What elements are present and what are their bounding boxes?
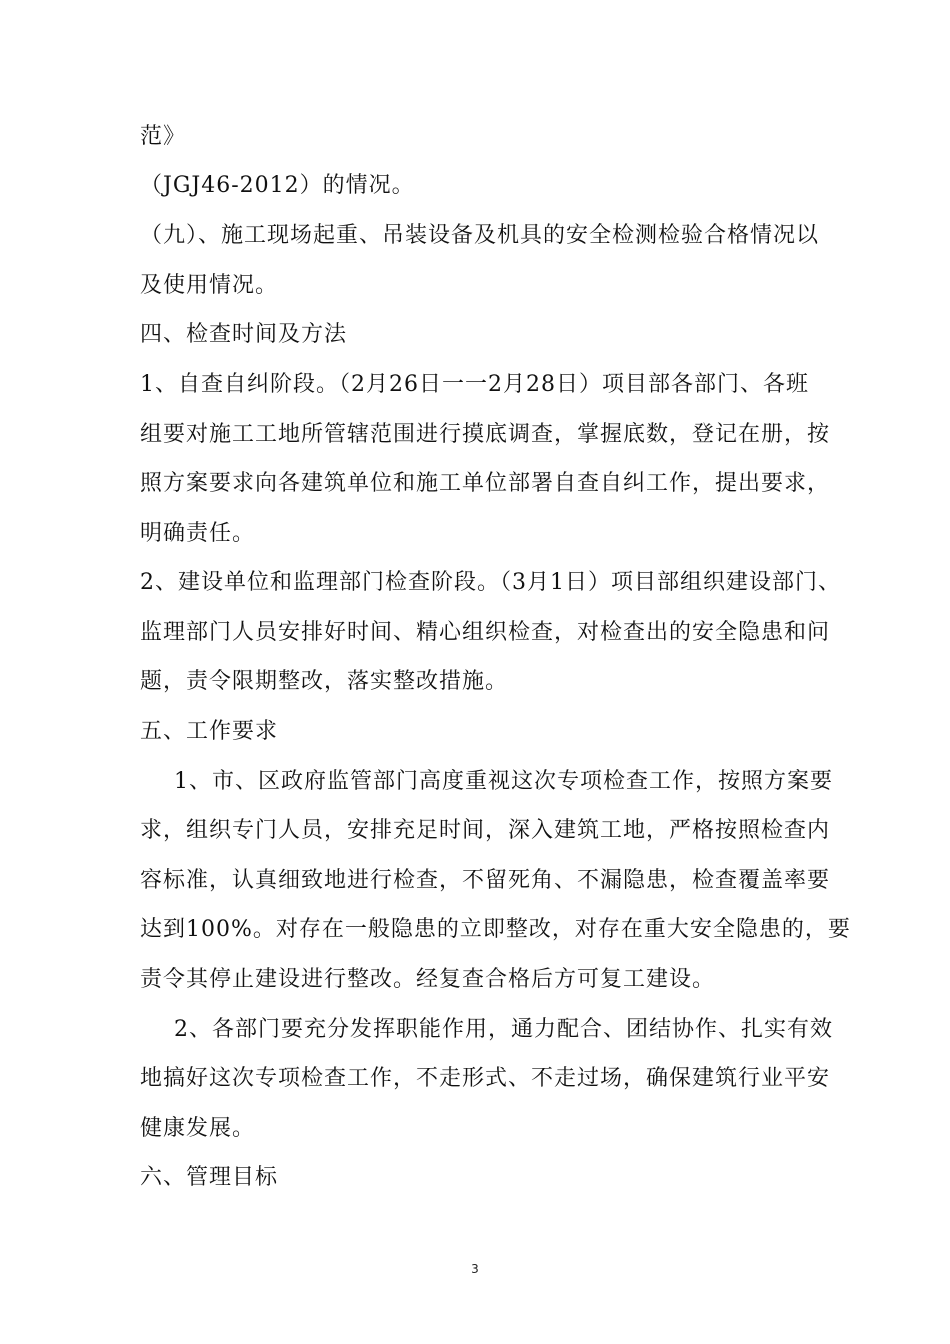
section-heading: 五、工作要求	[140, 719, 279, 744]
text-line: 容标准，认真细致地进行检查，不留死角、不漏隐患，检查覆盖率要	[140, 868, 831, 893]
text-line: 责令其停止建设进行整改。经复查合格后方可复工建设。	[140, 967, 716, 992]
text-line: 健康发展。	[140, 1116, 256, 1141]
text-line: 及使用情况。	[140, 273, 279, 298]
text-line: 2、各部门要充分发挥职能作用，通力配合、团结协作、扎实有效	[174, 1017, 833, 1042]
text-line: 明确责任。	[140, 521, 256, 546]
text-line: 组要对施工工地所管辖范围进行摸底调查，掌握底数，登记在册，按	[140, 422, 831, 447]
text-line: （JGJ46-2012）的情况。	[140, 173, 415, 198]
text-line: 题，责令限期整改，落实整改措施。	[140, 669, 509, 694]
text-line: 照方案要求向各建筑单位和施工单位部署自查自纠工作，提出要求，	[140, 471, 831, 496]
text-line: 达到100%。对存在一般隐患的立即整改，对存在重大安全隐患的，要	[140, 917, 851, 942]
text-line: 1、市、区政府监管部门高度重视这次专项检查工作，按照方案要	[174, 769, 833, 794]
section-heading: 四、检查时间及方法	[140, 322, 348, 347]
text-line: 地搞好这次专项检查工作，不走形式、不走过场，确保建筑行业平安	[140, 1066, 831, 1091]
text-line: 求，组织专门人员，安排充足时间，深入建筑工地，严格按照检查内	[140, 818, 831, 843]
text-line: （九）、施工现场起重、吊装设备及机具的安全检测检验合格情况以	[140, 223, 820, 248]
text-line: 2、建设单位和监理部门检查阶段。（3月1日）项目部组织建设部门、	[140, 570, 841, 595]
text-line: 监理部门人员安排好时间、精心组织检查，对检查出的安全隐患和问	[140, 620, 831, 645]
section-heading: 六、管理目标	[140, 1165, 279, 1190]
text-line: 1、自查自纠阶段。（2月26日一一2月28日）项目部各部门、各班	[140, 372, 809, 397]
page-number: 3	[471, 1262, 479, 1276]
text-line: 范》	[140, 124, 187, 149]
